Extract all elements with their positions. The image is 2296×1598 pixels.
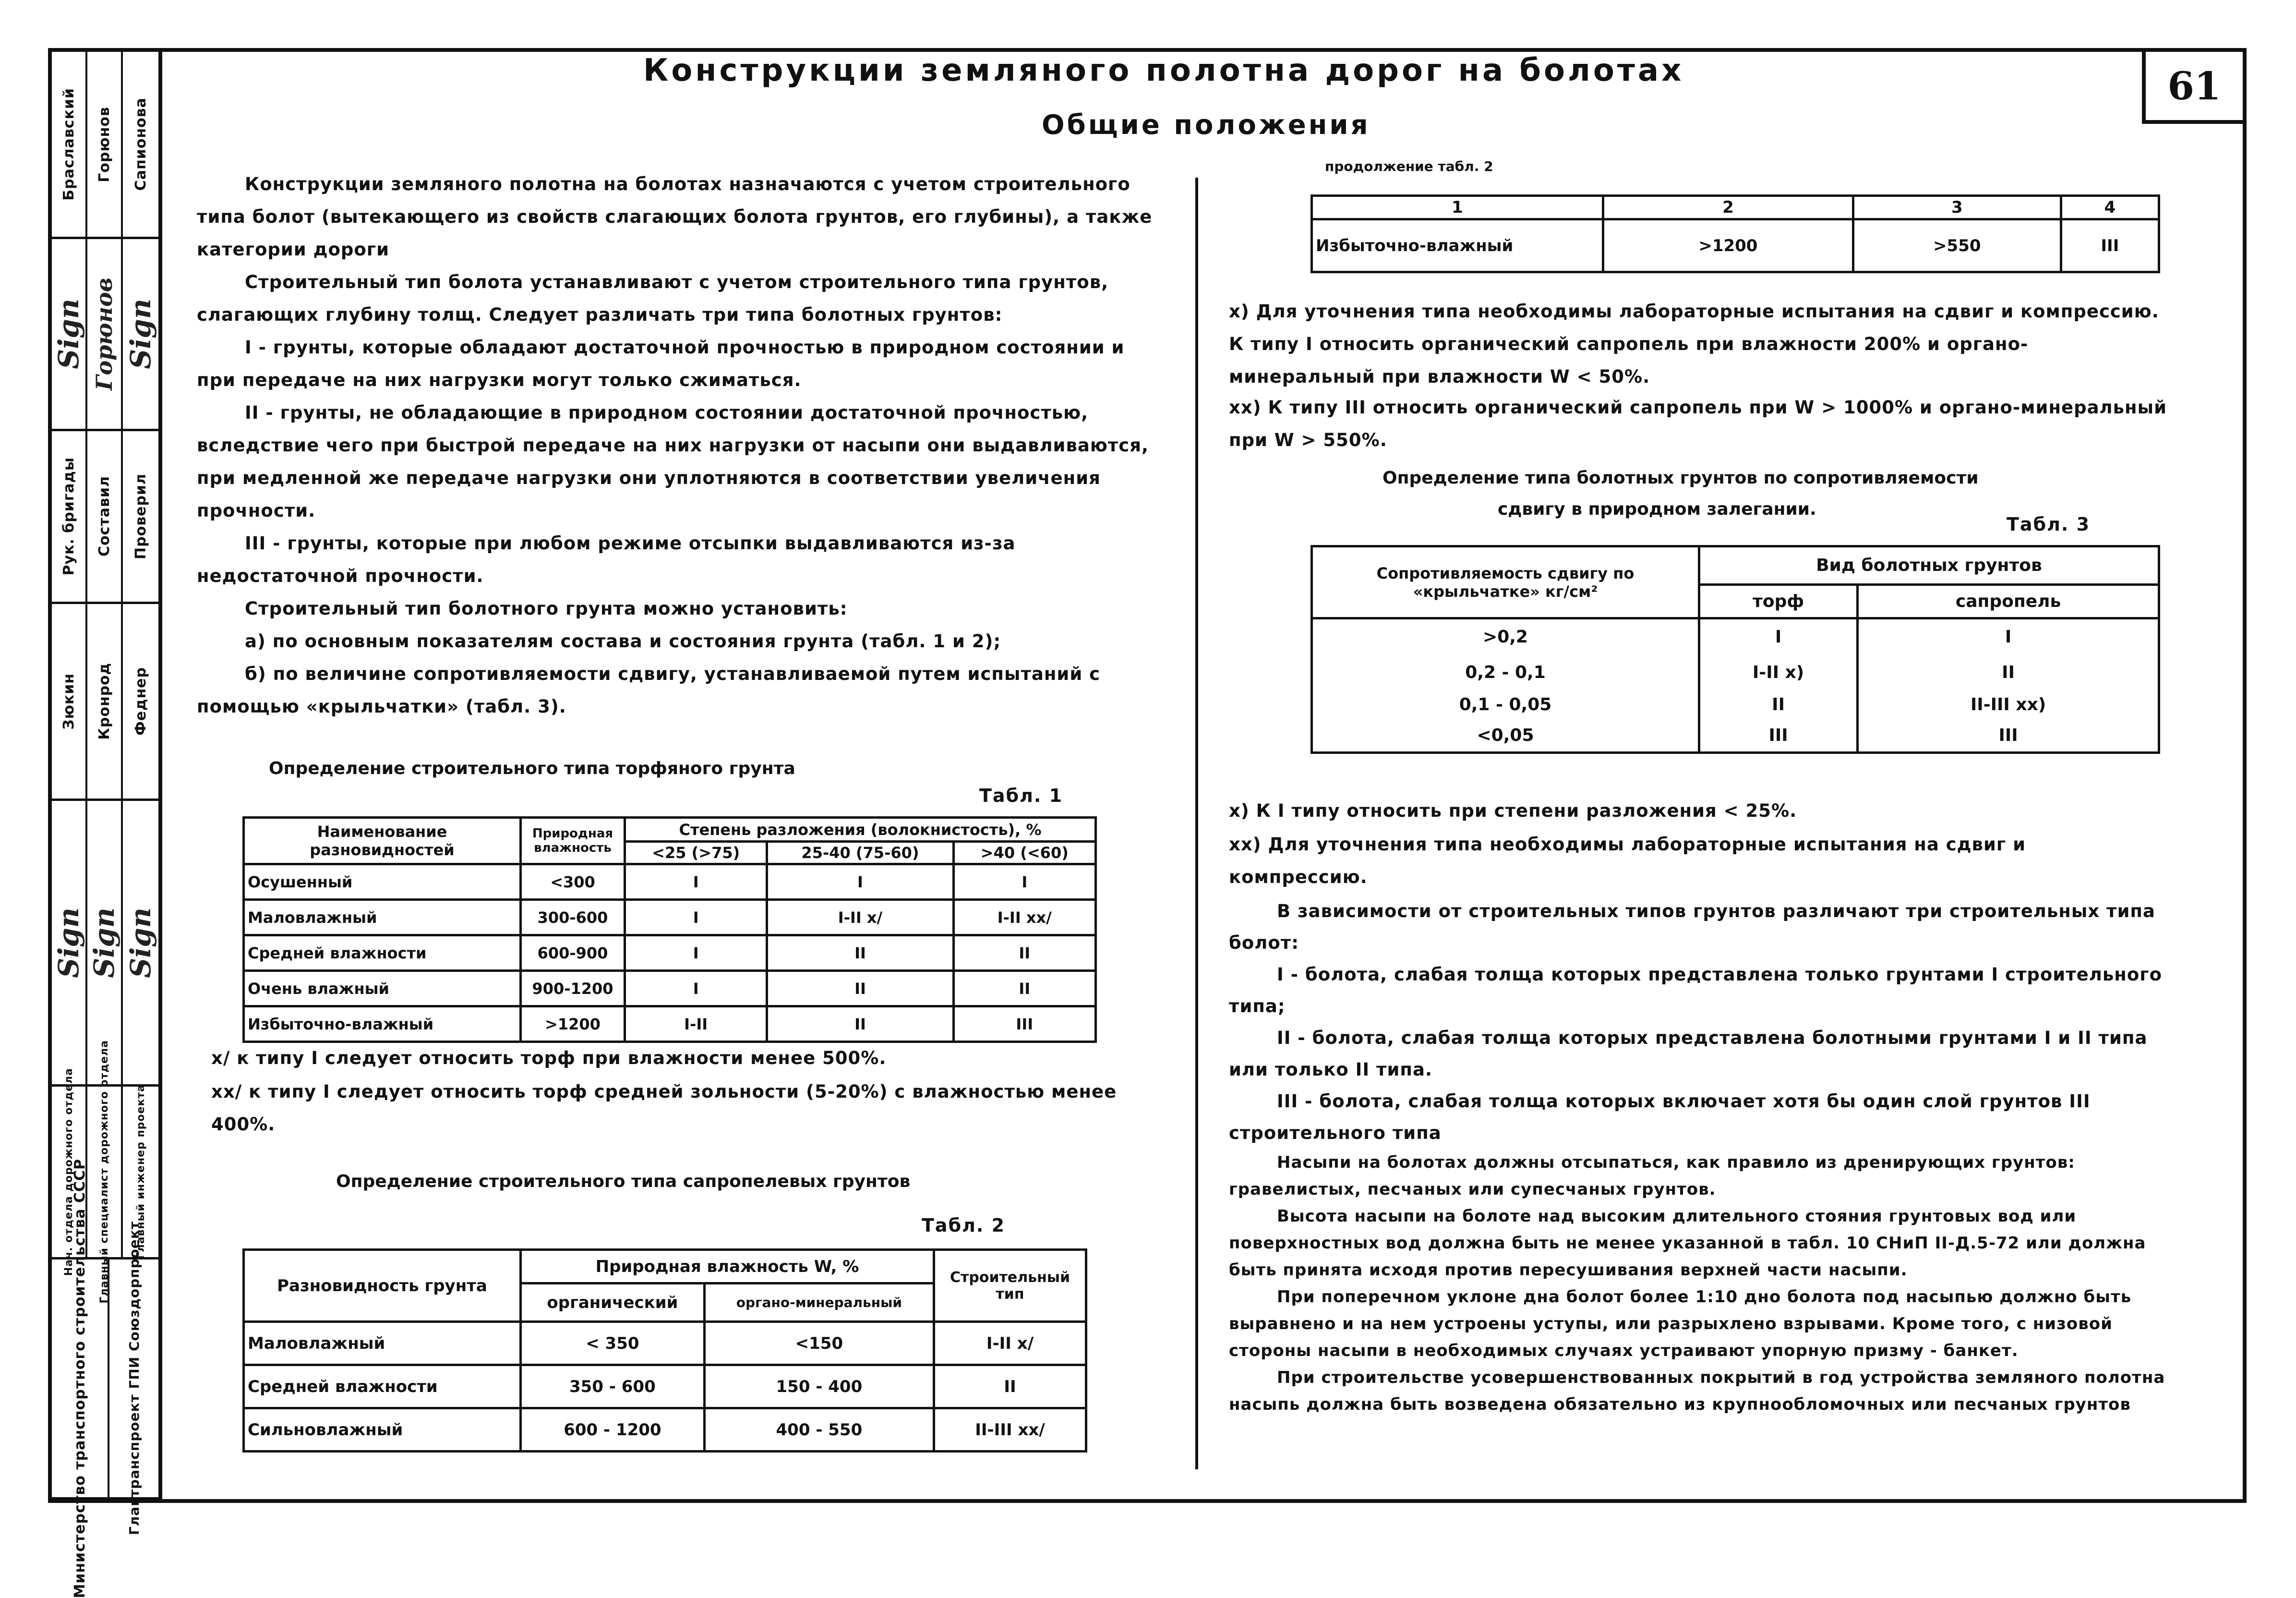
table3-footnote: хх) Для уточнения типа необходимы лабораторные испытания на сдвиг и компрессию. — [1229, 834, 2026, 887]
stamp-name: Кронрод — [96, 663, 113, 740]
title-block — [52, 52, 162, 1598]
stamp-position: Главный инженер проекта — [134, 1084, 147, 1259]
table1-header-moisture: Природная влажность — [521, 818, 625, 864]
stamp-name: Браславский — [60, 88, 77, 201]
stamp-positions-row-b — [52, 431, 158, 604]
table2-footnote: х) Для уточнения типа необходимы лабораторные испытания на сдвиг и компрессию. К типу I относить органический сапропель при влажности 200% и органо-минеральный при влажности W < 50%. — [1229, 301, 2159, 387]
table-row: Сильновлажный 600 - 1200 400 - 550 II-III хх/ — [244, 1408, 1086, 1452]
table1-header-name: Наименование разновидностей — [244, 818, 521, 864]
stamp-name: Феднер — [132, 667, 149, 736]
signature: Sign — [124, 299, 157, 369]
stamp-names-row-a — [52, 604, 158, 801]
paragraph: III - грунты, которые при любом режиме отсыпки выдавливаются из-за недостаточной прочности. — [197, 533, 1016, 586]
paragraph: II - болота, слабая толща которых представлена болотными грунтами I и II типа или только II типа. — [1229, 1028, 2148, 1080]
table-row: 0,2 - 0,1 I-II х) II — [1312, 654, 2159, 690]
table3-header-kind: Вид болотных грунтов — [1699, 546, 2159, 585]
page-number: 61 — [2142, 52, 2243, 124]
paragraph: Насыпи на болотах должны отсыпаться, как правило из дренирующих грунтов: гравелистых, песчаных или супесчаных грунтов. — [1229, 1153, 2075, 1199]
paragraph: При поперечном уклоне дна болот более 1:10 дно болота под насыпью должно быть выравнено и на нем устроены уступы, или разрыхлено взрывами. Кроме того, с низовой стороны насыпи в необходимых случаях устраивают упорную призму - банкет. — [1229, 1287, 2132, 1360]
table3-subheader: сапропель — [1858, 585, 2159, 618]
paragraph: В зависимости от строительных типов грунтов различают три строительных типа болот: — [1229, 901, 2155, 953]
table-row: 0,1 - 0,05 II II-III хх) — [1312, 690, 2159, 719]
table2-subheader: органо-минеральный — [704, 1283, 934, 1322]
table2-header-moisture: Природная влажность W, % — [521, 1250, 934, 1283]
stamp-name: Горюнов — [96, 106, 113, 182]
paragraph: II - грунты, не обладающие в природном состоянии достаточной прочностью, вследствие чего при быстрой передаче на них нагрузки от насыпи они выдавливаются, при медленной же передаче нагрузки они уплотняются в соответствии увеличения прочности. — [197, 402, 1149, 521]
table1-footnote: х/ к типу I следует относить торф при влажности менее 500%. — [211, 1048, 887, 1068]
table-row: Избыточно-влажный >1200 >550 III — [1312, 219, 2159, 272]
page-subtitle: Общие положения — [1042, 109, 1370, 141]
paragraph: III - болота, слабая толща которых включает хотя бы один слой грунтов III строительного типа — [1229, 1091, 2091, 1143]
table1-subheader: 25-40 (75-60) — [767, 842, 953, 864]
table3-title: сдвигу в природном залегании. — [1498, 499, 1816, 519]
table2-header-type: Строительный тип — [934, 1250, 1086, 1322]
paragraph: I - болота, слабая толща которых представлена только грунтами I строительного типа; — [1229, 964, 2163, 1017]
table3-caption: Табл. 3 — [2007, 514, 2091, 535]
stamp-position: Нач. отдела дорожного отдела — [62, 1067, 75, 1276]
paragraph: Высота насыпи на болоте над высоким длительного стояния грунтовых вод или поверхностных вод должна быть не менее указанной в табл. 10 СНиП II-Д.5-72 или должна быть принята исходя против пересушивания верхней части насыпи. — [1229, 1207, 2146, 1280]
table2-caption: Табл. 2 — [922, 1215, 1006, 1236]
right-column — [1229, 896, 2170, 1418]
table1-footnote: хх/ к типу I следует относить торф средней зольности (5-20%) с влажностью менее 400%. — [211, 1081, 1117, 1135]
stamp-name: Зюкин — [60, 673, 77, 730]
signature: Горюнов — [91, 277, 117, 391]
table3-header-resistance: Сопротивляемость сдвигу по «крыльчатке» кг/см² — [1312, 546, 1699, 618]
table-row: Очень влажный 900-1200 I II II — [244, 971, 1096, 1006]
table-row: Средней влажности 350 - 600 150 - 400 II — [244, 1365, 1086, 1408]
table3-subheader: торф — [1699, 585, 1858, 618]
table1-subheader: >40 (<60) — [953, 842, 1095, 864]
table-row: Средней влажности 600-900 I II II — [244, 935, 1096, 971]
table1-title: Определение строительного типа торфяного грунта — [269, 759, 795, 778]
paragraph: Строительный тип болотного грунта можно установить: — [245, 598, 848, 619]
signature: Sign — [124, 907, 157, 978]
stamp-names-row-b — [52, 52, 158, 239]
stamp-name: Сапионова — [132, 97, 149, 191]
table-row: Маловлажный < 350 <150 I-II х/ — [244, 1322, 1086, 1365]
table3 — [1310, 545, 2160, 754]
table1-subheader: <25 (>75) — [625, 842, 767, 864]
stamp-signatures-row-b — [52, 239, 158, 431]
paragraph: I - грунты, которые обладают достаточной прочностью в природном состоянии и при передаче на них нагрузки могут только сжиматься. — [197, 337, 1125, 390]
table2-continuation-caption: продолжение табл. 2 — [1325, 158, 1493, 174]
signature: Sign — [52, 299, 85, 369]
table1 — [242, 816, 1097, 1043]
stamp-position: Проверил — [132, 473, 149, 559]
table-row: Осушенный <300 I I I — [244, 864, 1096, 900]
table2 — [242, 1248, 1087, 1453]
table3-footnote: х) К I типу относить при степени разложения < 25%. — [1229, 800, 1797, 821]
table2-subheader: органический — [521, 1283, 705, 1322]
left-column — [197, 168, 1157, 723]
stamp-position: Рук. бригады — [60, 457, 77, 576]
paragraph: Конструкции земляного полотна на болотах назначаются с учетом строительного типа болот (вытекающего из свойств слагающих болота грунтов, его глубины), а также категории дороги — [197, 174, 1153, 260]
table2-continuation: 1 2 3 4 Избыточно-влажный >1200 >550 III — [1310, 194, 2160, 273]
stamp-signatures-row-a — [52, 801, 158, 1087]
stamp-position: Главный специалист дорожного отдела — [98, 1040, 110, 1304]
stamp-ministry: Министерство транспортного строительства СССР — [52, 1259, 109, 1497]
column-divider — [1195, 178, 1198, 1469]
table2-title: Определение строительного типа сапропелевых грунтов — [336, 1172, 911, 1191]
table1-header-decomposition: Степень разложения (волокнистость), % — [625, 818, 1096, 842]
stamp-institute: Главтранспроект ГПИ Союздорпроект — [126, 1221, 142, 1536]
table3-title: Определение типа болотных грунтов по сопротивляемости — [1382, 468, 1979, 488]
signature: Sign — [52, 907, 85, 978]
page-title: Конструкции земляного полотна дорог на болотах — [643, 53, 1684, 88]
table2-footnote: хх) К типу III относить органический сапропель при W > 1000% и органо-минеральный при W > 550%. — [1229, 397, 2167, 450]
signature: Sign — [88, 907, 120, 978]
paragraph: Строительный тип болота устанавливают с учетом строительного типа грунтов, слагающих глубину толщ. Следует различать три типа болотных грунтов: — [197, 272, 1109, 325]
stamp-positions-row-a — [52, 1040, 158, 1304]
table-row: >0,2 I I — [1312, 618, 2159, 654]
table-row: Маловлажный 300-600 I I-II х/ I-II хх/ — [244, 900, 1096, 935]
table2-header-name: Разновидность грунта — [244, 1250, 521, 1322]
paragraph: При строительстве усовершенствованных покрытий в год устройства земляного полотна насыпь должна быть возведена обязательно из крупнообломочных или песчаных грунтов — [1229, 1368, 2165, 1414]
table-row: <0,05 III III — [1312, 719, 2159, 753]
table1-caption: Табл. 1 — [979, 785, 1063, 806]
paragraph: а) по основным показателям состава и состояния грунта (табл. 1 и 2); — [245, 631, 1001, 652]
stamp-position: Составил — [96, 476, 113, 557]
table-row: Избыточно-влажный >1200 I-II II III — [244, 1006, 1096, 1042]
paragraph: б) по величине сопротивляемости сдвигу, устанавливаемой путем испытаний с помощью «крыльчатки» (табл. 3). — [197, 664, 1101, 717]
